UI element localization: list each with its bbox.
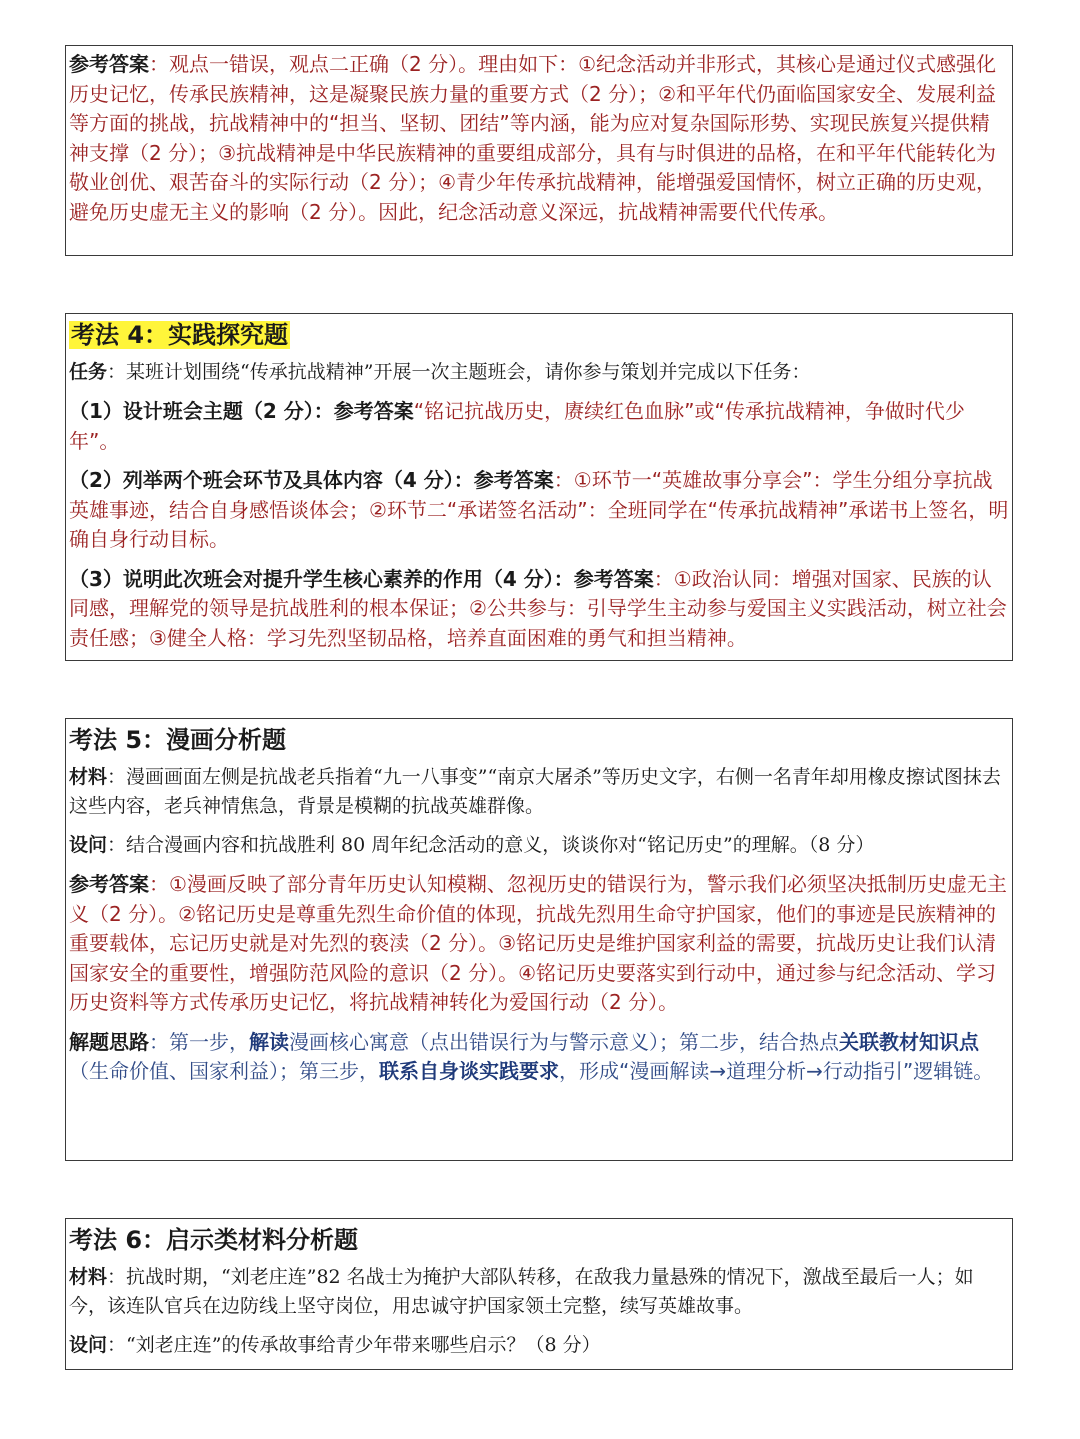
task-line — [69, 358, 1009, 387]
section-heading: 考法 5：漫画分析题 — [69, 726, 287, 754]
section-method-6 — [65, 1218, 1013, 1370]
task-text: ：某班计划围绕“传承抗战精神”开展一次主题班会，请你参与策划并完成以下任务： — [107, 361, 811, 383]
approach-text: ，形成“漫画解读→道理分析→行动指引”逻辑链。 — [559, 1059, 994, 1083]
question-3-answer: ：①政治认同：增强对国家、民族的认同感，理解党的领导是抗战胜利的根本保证；②公共参与：引导学生主动参与爱国主义实践活动，树立社会责任感；③健全人格：学习先烈坚韧品格，培养直面困难的勇气和担当精神。 — [69, 566, 1007, 650]
answer-line — [69, 870, 1009, 1018]
approach-keyword: 解读 — [249, 1029, 289, 1054]
answer-text: ：观点一错误，观点二正确（2 分）。理由如下：①纪念活动并非形式，其核心是通过仪式感强化历史记忆，传承民族精神，这是凝聚民族力量的重要方式（2 分）；②和平年代仍面临国家安全、发展利益等方面的挑战，抗战精神中的“担当、坚韧、团结”等内涵，能为应对复杂国际形势、实现民族复兴提供精神支撑（2 分）；③抗战精神是中华民族精神的重要组成部分，具有与时俱进的品格，在和平年代能转化为敬业创优、艰苦奋斗的实际行动（2 分）；④青少年传承抗战精神，能增强爱国情怀，树立正确的历史观，避免历史虚无主义的影响（2 分）。因此，纪念活动意义深远，抗战精神需要代代传承。 — [69, 52, 997, 224]
answer-text: ：①漫画反映了部分青年历史认知模糊、忽视历史的错误行为，警示我们必须坚决抵制历史虚无主义（2 分）。②铭记历史是尊重先烈生命价值的体现，抗战先烈用生命守护国家，他们的事迹是民族精神的重要载体，忘记历史就是对先烈的亵渎（2 分）。③铭记历史是维护国家利益的需要，抗战历史让我们认清国家安全的重要性，增强防范风险的意识（2 分）。④铭记历史要落实到行动中，通过参与纪念活动、学习历史资料等方式传承历史记忆，将抗战精神转化为爱国行动（2 分）。 — [69, 872, 1007, 1014]
question-1 — [69, 397, 1009, 456]
answer-box-previous — [65, 45, 1013, 256]
question-label: 设问 — [69, 1334, 108, 1356]
approach-keyword: 联系自身谈实践要求 — [379, 1059, 559, 1083]
answer-label: 参考答案 — [69, 52, 149, 76]
answer-label: 参考答案 — [473, 468, 554, 492]
question-2-answer: ：①环节一“英雄故事分享会”：学生分组分享抗战英雄事迹，结合自身感悟谈体会；②环节二“承诺签名活动”：全班同学在“传承抗战精神”承诺书上签名，明确自身行动目标。 — [69, 468, 1009, 551]
question-text: ：“刘老庄连”的传承故事给青少年带来哪些启示？（8 分） — [107, 1334, 601, 1356]
previous-answer — [69, 50, 1009, 227]
approach-label: 解题思路 — [69, 1029, 149, 1054]
material-line — [69, 1263, 1009, 1321]
question-2-text: （2）列举两个班会环节及具体内容（4 分）： — [69, 468, 474, 492]
question-line — [69, 831, 1009, 860]
section-method-4 — [65, 313, 1013, 661]
answer-label: 参考答案 — [573, 566, 654, 591]
approach-line — [69, 1028, 1009, 1087]
approach-keyword: 关联教材知识点 — [839, 1029, 979, 1054]
question-line — [69, 1331, 1009, 1360]
question-3 — [69, 565, 1009, 654]
task-label: 任务 — [69, 361, 108, 383]
approach-text: 漫画核心寓意（点出错误行为与警示意义）；第二步，结合热点 — [289, 1029, 839, 1054]
material-text: ：漫画画面左侧是抗战老兵指着“九一八事变”“南京大屠杀”等历史文字，右侧一名青年却用橡皮擦试图抹去这些内容，老兵神情焦急，背景是模糊的抗战英雄群像。 — [69, 766, 1001, 817]
question-1-text: （1）设计班会主题（2 分）： — [69, 399, 334, 423]
answer-label: 参考答案 — [333, 399, 414, 423]
question-text: ：结合漫画内容和抗战胜利 80 周年纪念活动的意义，谈谈你对“铭记历史”的理解。（8 分） — [107, 834, 875, 856]
material-text: ：抗战时期，“刘老庄连”82 名战士为掩护大部队转移，在敌我力量悬殊的情况下，激战至最后一人；如今，该连队官兵在边防线上坚守岗位，用忠诚守护国家领土完整，续写英雄故事。 — [69, 1266, 974, 1317]
material-label: 材料 — [69, 766, 108, 788]
approach-text: ：第一步， — [149, 1029, 249, 1054]
material-label: 材料 — [69, 1266, 108, 1288]
question-label: 设问 — [69, 834, 108, 856]
question-1-answer: “铭记抗战历史，赓续红色血脉”或“传承抗战精神，争做时代少年”。 — [69, 399, 965, 453]
answer-label: 参考答案 — [69, 872, 149, 896]
approach-text: （生命价值、国家利益）；第三步， — [69, 1059, 379, 1083]
question-3-text: （3）说明此次班会对提升学生核心素养的作用（4 分）： — [69, 566, 574, 591]
section-heading: 考法 6：启示类材料分析题 — [69, 1226, 359, 1254]
question-2 — [69, 466, 1009, 555]
material-line — [69, 763, 1009, 821]
section-method-5 — [65, 718, 1013, 1161]
section-heading — [69, 318, 1009, 352]
heading-highlight: 考法 4：实践探究题 — [71, 321, 289, 349]
